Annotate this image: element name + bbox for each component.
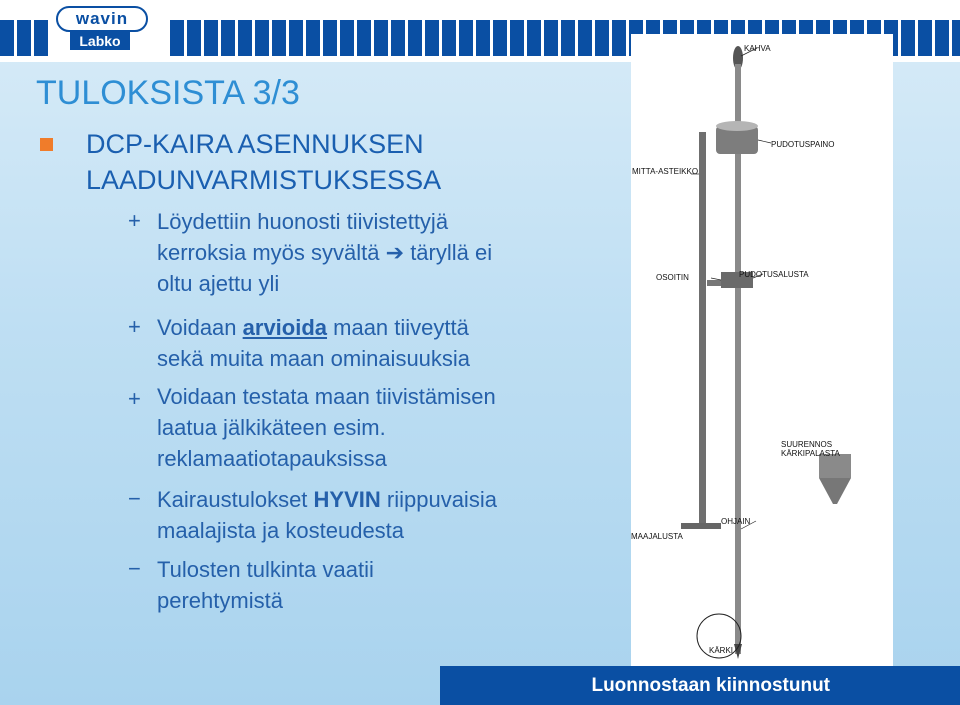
footer-slogan: Luonnostaan kiinnostunut — [591, 675, 830, 696]
logo-sub: Labko — [70, 32, 130, 50]
item-line: Löydettiin huonosti tiivistettyjä — [157, 209, 449, 234]
square-bullet-icon — [40, 138, 53, 151]
label-maajalusta: MAAJALUSTA — [631, 532, 683, 541]
label-ohjain: OHJAIN — [721, 517, 751, 526]
heading-line-2: LAADUNVARMISTUKSESSA — [86, 165, 442, 195]
arvioida-link[interactable]: arvioida — [242, 315, 328, 340]
wavin-labko-logo — [50, 2, 160, 60]
dash-marker: − — [128, 556, 141, 581]
item-line — [157, 484, 497, 515]
label-osoitin: OSOITIN — [656, 273, 689, 282]
page-title: TULOKSISTA 3/3 — [36, 74, 300, 112]
plus-marker: + — [128, 386, 141, 411]
item-line: reklamaatiotapauksissa — [157, 446, 387, 471]
item-bold: HYVIN — [313, 487, 381, 512]
item-line: perehtymistä — [157, 588, 283, 613]
arrow-right-icon: ➔ — [385, 240, 405, 265]
list-item — [157, 484, 497, 546]
item-line: Tulosten tulkinta vaatii — [157, 557, 374, 582]
item-text: riippuvaisia — [380, 487, 497, 512]
list-item — [157, 312, 470, 374]
label-mitta-asteikko: MITTA-ASTEIKKO — [632, 167, 699, 176]
dash-marker: − — [128, 486, 141, 511]
item-line: oltu ajettu yli — [157, 271, 280, 296]
label-karki: KÄRKI — [709, 646, 734, 655]
label-pudotuspaino: PUDOTUSPAINO — [771, 140, 835, 149]
item-line — [157, 312, 470, 343]
item-text: Voidaan — [157, 315, 243, 340]
heading-line-1: DCP-KAIRA ASENNUKSEN — [86, 129, 424, 159]
label-suurennos: SUURENNOS KÄRKIPALASTA — [781, 440, 840, 458]
dcp-probe-drawing — [631, 34, 893, 666]
section-heading — [86, 126, 441, 198]
footer-bar — [440, 666, 960, 705]
item-line: maalajista ja kosteudesta — [157, 518, 405, 543]
item-line: Voidaan testata maan tiivistämisen — [157, 384, 496, 409]
item-line: laatua jälkikäteen esim. — [157, 415, 386, 440]
logo-brand: wavin — [56, 6, 148, 32]
item-text: täryllä ei — [410, 240, 493, 265]
dcp-probe-figure — [631, 34, 893, 666]
label-kahva: KAHVA — [744, 44, 771, 53]
item-text: maan tiiveyttä — [327, 315, 469, 340]
label-pudotusalusta: PUDOTUSALUSTA — [739, 270, 809, 279]
list-item — [157, 381, 496, 474]
item-text: kerroksia myös syvältä — [157, 240, 386, 265]
header-stripe-left — [0, 20, 48, 56]
item-line — [157, 237, 492, 268]
item-line: sekä muita maan ominaisuuksia — [157, 346, 471, 371]
list-item — [157, 554, 374, 616]
item-text: Kairaustulokset — [157, 487, 314, 512]
plus-marker: + — [128, 208, 141, 233]
list-item — [157, 206, 492, 299]
plus-marker: + — [128, 314, 141, 339]
